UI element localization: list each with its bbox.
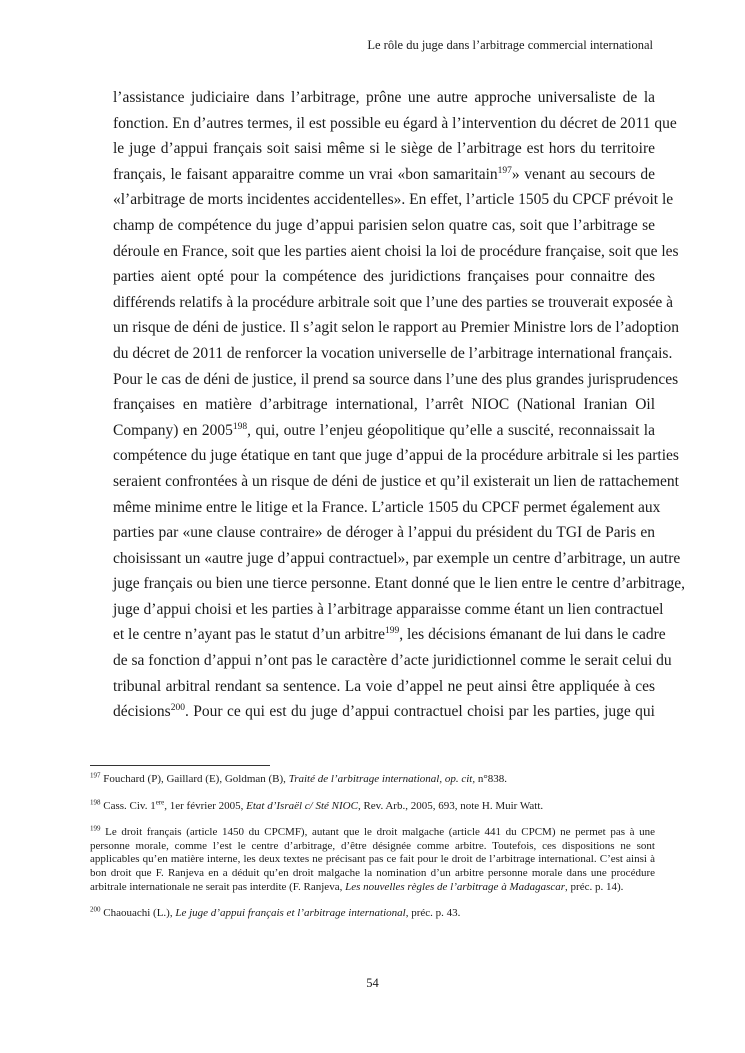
- text-line: de sa fonction d’appui n’ont pas le caractère d’acte juridictionnel comme le serait celui du: [113, 652, 672, 670]
- footnote-200: [90, 907, 655, 921]
- running-header: Le rôle du juge dans l’arbitrage commercial international: [367, 38, 653, 52]
- footnote-text: , Rev. Arb., 2005, 693, note H. Muir Watt.: [357, 799, 544, 812]
- text-segment: , qui, outre l’enjeu géopolitique qu’elle a suscité, reconnaissait la: [247, 421, 655, 439]
- footnote-title: Etat d’Israël c/ Sté NIOC: [246, 799, 358, 812]
- footnote-ref-199[interactable]: 199: [385, 626, 400, 637]
- text-line: [113, 418, 655, 444]
- text-segment: » venant au secours de: [511, 165, 655, 183]
- footnotes: [90, 773, 655, 934]
- text-segment: français, le faisant apparaitre comme un vrai «bon samaritain: [113, 165, 498, 183]
- footnote-ref-198[interactable]: 198: [232, 421, 248, 432]
- text-line: choisissant un «autre juge d’appui contractuel», par exemple un centre d’arbitrage, un autre: [113, 549, 681, 567]
- text-line: tribunal arbitral rendant sa sentence. La voie d’appel ne peut ainsi être appliquée à ces: [113, 677, 655, 695]
- text-line: seraient confrontées à un risque de déni de justice et qu’il existerait un lien de rattachement: [113, 472, 679, 490]
- footnote-number: 200: [90, 905, 101, 914]
- text-line: le juge d’appui français soit saisi même si le siège de l’arbitrage est hors du territoire: [113, 140, 655, 158]
- text-line: juge français ou bien une tierce personne. Etant donné que le lien entre le centre d’arbitrage,: [113, 575, 685, 593]
- footnote-text: , préc. p. 14).: [565, 880, 624, 893]
- text-line: Pour le cas de déni de justice, il prend sa source dans l’une des plus grandes jurisprudences: [113, 370, 679, 388]
- footnote-199: [90, 826, 655, 894]
- footnote-title: Les nouvelles règles de l’arbitrage à Madagascar: [345, 880, 566, 893]
- text-line: fonction. En d’autres termes, il est possible eu égard à l’intervention du décret de 2011 que: [113, 114, 677, 132]
- footnote-ref-200[interactable]: 200: [170, 703, 185, 714]
- text-line: [113, 162, 655, 188]
- footnote-number: 197: [90, 771, 101, 780]
- text-line: du décret de 2011 de renforcer la vocation universelle de l’arbitrage international français.: [113, 344, 673, 362]
- footnote-title: Traité de l’arbitrage international, op. cit,: [288, 773, 476, 785]
- footnote-text: Fouchard (P), Gaillard (E), Goldman (B),: [103, 773, 289, 785]
- footnote-number: 199: [90, 824, 101, 833]
- text-line: françaises en matière d’arbitrage international, l’arrêt NIOC (National Iranian Oil: [113, 396, 655, 414]
- footnote-text: Cass. Civ. 1: [103, 799, 156, 812]
- text-segment: , les décisions émanant de lui dans le cadre: [399, 626, 666, 644]
- text-line: même minime entre le litige et la France. L’article 1505 du CPCF permet également aux: [113, 498, 661, 516]
- footnote-text: n°838.: [475, 773, 507, 785]
- text-line: déroule en France, soit que les parties aient choisi la loi de procédure française, soit que les: [113, 242, 679, 260]
- footnote-title: Le juge d’appui français et l’arbitrage international: [175, 907, 406, 920]
- footnote-197: [90, 773, 655, 787]
- text-line: parties aient opté pour la compétence des juridictions françaises pour connaitre des: [113, 268, 655, 286]
- text-line: champ de compétence du juge d’appui parisien selon quatre cas, soit que l’arbitrage se: [113, 216, 655, 234]
- body-text: [113, 85, 685, 725]
- footnote-text: , 1er février 2005,: [164, 799, 247, 812]
- footnote-text: Le droit français (article 1450 du CPCMF), autant que le droit malgache (article 441 du CPCM) ne permet pas à une personne morale, comme l’est le centre d’arbitrage, d’être désignée comme arbitre. Toutefois, ces dispositions ne sont applicables qu’en matière interne, les deux textes ne précisant pas ce fait pour le droit de l’arbitrage international. C’est ainsi à bon droit que F. Ranjeva en a déduit qu’en droit malgache la nomination d’un arbitre personne morale dans une procédure arbitrale internationale ne serait pas interdite (F. Ranjeva,: [90, 826, 656, 893]
- text-segment: . Pour ce qui est du juge d’appui contractuel choisi par les parties, juge qui: [184, 703, 655, 721]
- text-segment: et le centre n’ayant pas le statut d’un arbitre: [113, 626, 385, 644]
- text-line: l’assistance judiciaire dans l’arbitrage, prône une autre approche universaliste de la: [113, 89, 655, 106]
- text-line: «l’arbitrage de morts incidentes accidentelles». En effet, l’article 1505 du CPCF prévoit le: [113, 191, 674, 209]
- page-number: 54: [366, 976, 379, 990]
- footnote-198: [90, 797, 655, 814]
- footnote-number: 198: [90, 797, 101, 806]
- text-segment: décisions: [113, 703, 171, 721]
- text-line: compétence du juge étatique en tant que juge d’appui de la procédure arbitrale si les parties: [113, 447, 679, 465]
- text-line: [113, 699, 655, 725]
- text-line: juge d’appui choisi et les parties à l’arbitrage apparaisse comme étant un lien contractuel: [113, 600, 664, 618]
- text-segment: Company) en 2005: [113, 421, 233, 439]
- text-line: parties par «une clause contraire» de déroger à l’appui du président du TGI de Paris en: [113, 524, 655, 542]
- footnote-ref-197[interactable]: 197: [497, 165, 512, 176]
- footnote-text: Chaouachi (L.),: [103, 907, 176, 920]
- footnote-separator: [90, 765, 270, 766]
- text-line: un risque de déni de justice. Il s’agit selon le rapport au Premier Ministre lors de l’adoption: [113, 319, 680, 337]
- text-line: différends relatifs à la procédure arbitrale soit que l’une des parties se trouverait exposée à: [113, 293, 674, 311]
- footnote-text: , préc. p. 43.: [405, 907, 461, 920]
- text-line: [113, 622, 666, 648]
- footnote-ordinal: ere: [155, 797, 165, 806]
